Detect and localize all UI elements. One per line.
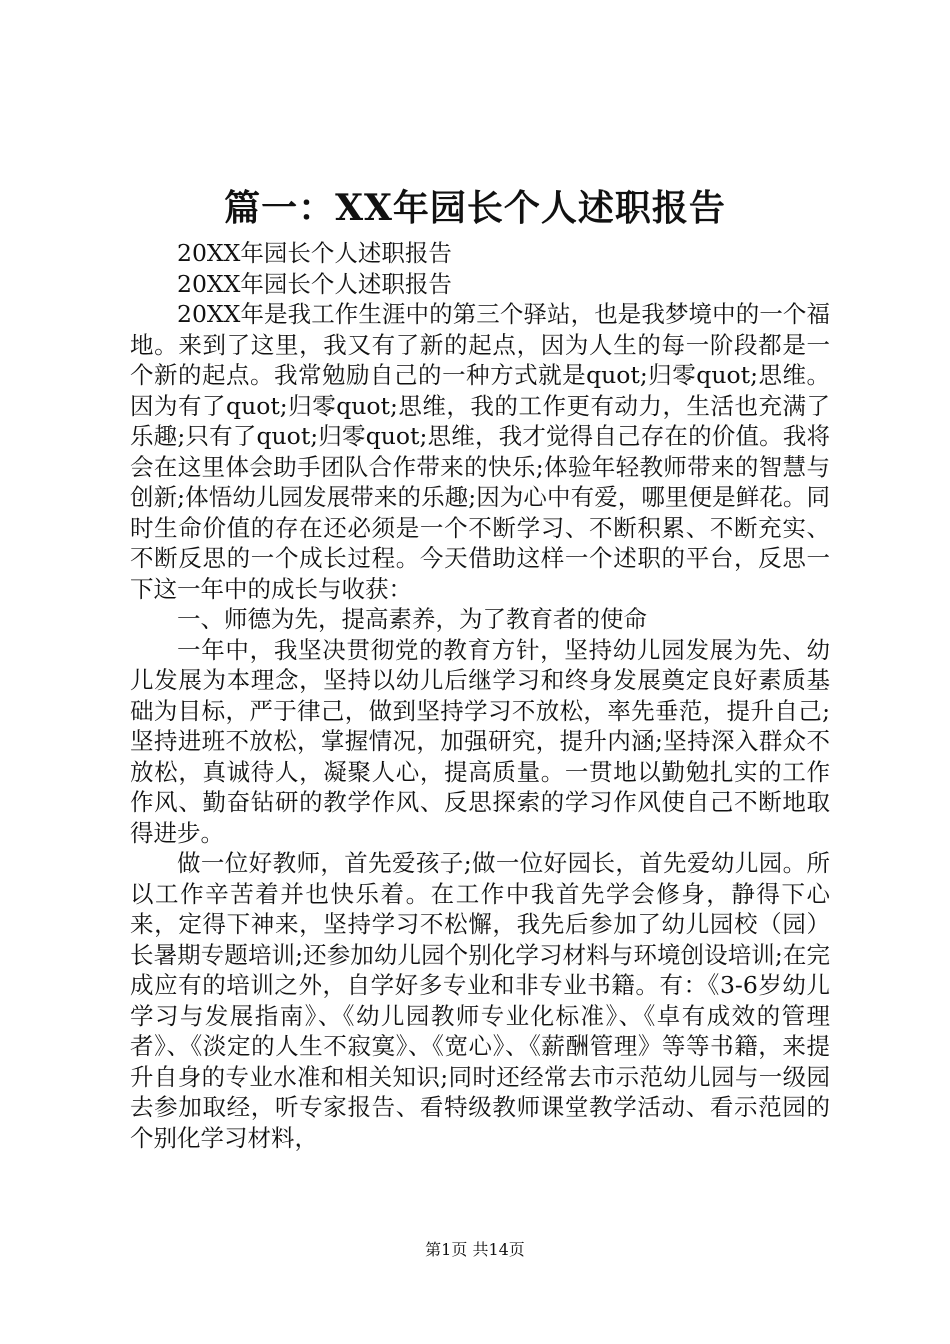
document-title: 篇一：XX年园长个人述职报告 xyxy=(224,187,726,229)
paragraph-section-2: 做一位好教师，首先爱孩子;做一位好园长，首先爱幼儿园。所以工作辛苦着并也快乐着。在工作中我首先学会修身，静得下心来，定得下神来，坚持学习不松懈，我先后参加了幼儿园校（园）长暑期专题培训;还参加幼儿园个别化学习材料与环境创设培训;在完成应有的培训之外，自学好多专业和非专业书籍。有：《3-6岁幼儿学习与发展指南》、《幼儿园教师专业化标准》、《卓有成效的管理者》、《淡定的人生不寂寞》、《宽心》、《薪酬管理》等等书籍，来提升自身的专业水准和相关知识;同时还经常去市示范幼儿园与一级园去参加取经，听专家报告、看特级教师课堂教学活动、看示范园的个别化学习材料， xyxy=(130,849,830,1152)
paragraph-intro: 20XX年是我工作生涯中的第三个驿站，也是我梦境中的一个福地。来到了这里，我又有了新的起点，因为人生的每一阶段都是一个新的起点。我常勉励自己的一种方式就是quot;归零quot;思维。因为有了quot;归零quot;思维，我的工作更有动力，生活也充满了乐趣;只有了quot;归零quot;思维，我才觉得自己存在的价值。我将会在这里体会助手团队合作带来的快乐;体验年轻教师带来的智慧与创新;体悟幼儿园发展带来的乐趣;因为心中有爱，哪里便是鲜花。同时生命价值的存在还必须是一个不断学习、不断积累、不断充实、不断反思的一个成长过程。今天借助这样一个述职的平台，反思一下这一年中的成长与收获： xyxy=(130,300,830,603)
paragraph-heading-2: 20XX年园长个人述职报告 xyxy=(177,269,452,298)
page-number-footer: 第1页 共14页 xyxy=(425,1240,525,1259)
paragraph-heading-1: 20XX年园长个人述职报告 xyxy=(177,239,452,267)
section-heading: 一、师德为先，提高素养，为了教育者的使命 xyxy=(177,605,647,633)
paragraph-section-1: 一年中，我坚决贯彻党的教育方针，坚持幼儿园发展为先、幼儿发展为本理念，坚持以幼儿后继学习和终身发展奠定良好素质基础为目标，严于律己，做到坚持学习不放松，率先垂范，提升自己;坚持进班不放松，掌握情况，加强研究，提升内涵;坚持深入群众不放松，真诚待人，凝聚人心，提高质量。一贯地以勤勉扎实的工作作风、勤奋钻研的教学作风、反思探索的学习作风使自己不断地取得进步。 xyxy=(130,635,830,847)
document-body xyxy=(130,238,830,1153)
